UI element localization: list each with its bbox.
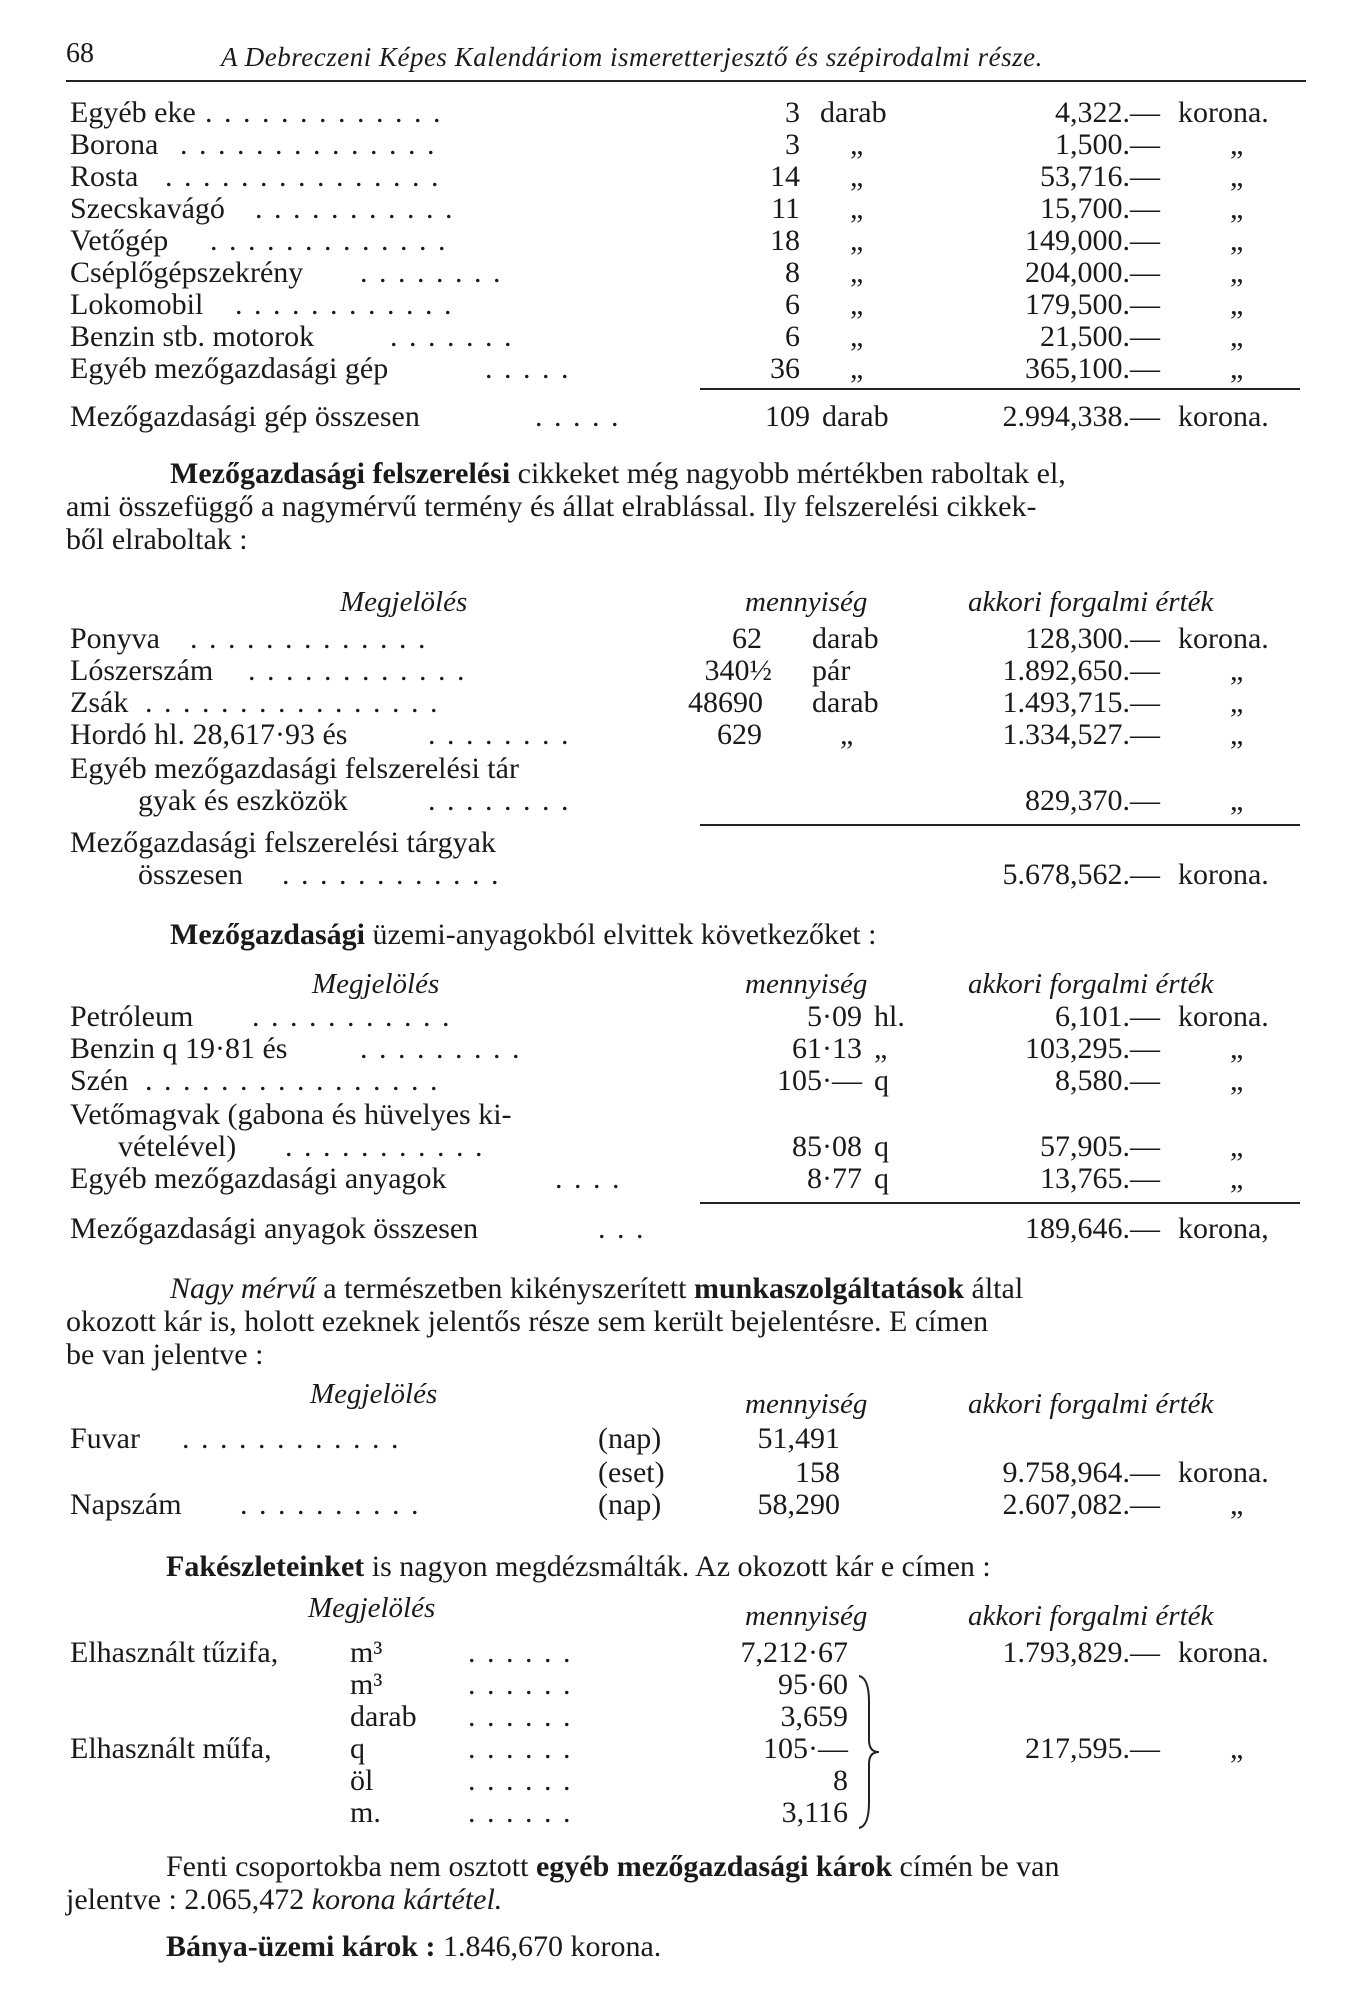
row-value: 15,700.— (1040, 192, 1160, 225)
row-qty: 48690 (688, 686, 763, 719)
table-row (0, 1162, 1350, 1196)
total-row (0, 400, 1350, 434)
intro-line: be van jelentve : (66, 1338, 264, 1371)
table-row (0, 160, 1350, 194)
row-currency: „ (1230, 1732, 1244, 1765)
row-qty: 61·13 (792, 1032, 862, 1065)
col-header-qty: mennyiség (745, 586, 868, 618)
row-value: 2.607,082.— (1002, 1488, 1160, 1521)
intro-line: ami összefüggő a nagymérvű termény és állat elrablással. Ily felszerelési cikkek- (66, 490, 1037, 523)
row-currency: „ (1230, 1064, 1244, 1097)
row-qty: 62 (732, 622, 762, 655)
table-row (0, 718, 1350, 752)
page-header (66, 38, 1306, 78)
row-name: Vetőmagvak (gabona és hüvelyes ki- (70, 1098, 512, 1131)
row-qty: 158 (795, 1456, 840, 1489)
total-name: Mezőgazdasági anyagok összesen (70, 1212, 479, 1245)
row-qty: 7,212·67 (740, 1636, 848, 1669)
row-currency: „ (1230, 224, 1244, 257)
col-header-value: akkori forgalmi érték (968, 1388, 1214, 1420)
leader-dots: . . . . . (485, 352, 571, 385)
row-unit: „ (850, 256, 864, 289)
table-row (0, 686, 1350, 720)
total-value: 5.678,562.— (1002, 858, 1160, 891)
row-value: 53,716.— (1040, 160, 1160, 193)
row-qty: 8·77 (807, 1162, 862, 1195)
row-unit: „ (850, 320, 864, 353)
row-qty: 105·— (777, 1064, 862, 1097)
brace-icon (855, 1672, 885, 1832)
labour-intro (66, 1272, 1306, 1371)
row-currency: „ (1230, 192, 1244, 225)
leader-dots: . . . . . . . . . . . (285, 1130, 485, 1163)
total-name: Mezőgazdasági felszerelési tárgyak (70, 826, 496, 859)
intro-text: a természetben kikényszerített (315, 1272, 694, 1305)
row-name: Zsák (70, 686, 129, 719)
leader-dots: . . . . (555, 1162, 622, 1195)
table-row (0, 1488, 1350, 1522)
total-unit: darab (822, 400, 889, 433)
intro-bold: Mezőgazdasági (170, 918, 365, 951)
row-qty: 58,290 (757, 1488, 840, 1521)
row-qty: 3,116 (781, 1796, 848, 1829)
row-name: Elhasznált műfa, (70, 1732, 272, 1765)
row-value: 217,595.— (1025, 1732, 1160, 1765)
table-row (0, 1064, 1350, 1098)
row-value: 4,322.— (1055, 96, 1160, 129)
table-row (0, 128, 1350, 162)
row-name: Rosta (70, 160, 139, 193)
col-header-name: Megjelölés (340, 586, 468, 618)
row-unit: q (874, 1162, 889, 1195)
row-value: 149,000.— (1025, 224, 1160, 257)
row-currency: „ (1230, 352, 1244, 385)
total-rule (700, 1202, 1300, 1204)
row-qty: 6 (785, 320, 800, 353)
row-currency: korona. (1178, 1456, 1269, 1489)
row-currency: korona. (1178, 622, 1269, 655)
total-row (0, 858, 1350, 892)
row-qty: 3 (785, 96, 800, 129)
page-number: 68 (66, 38, 94, 69)
leader-dots: . . . . . . . . . . . . . (210, 224, 448, 257)
table-row (0, 256, 1350, 290)
closing-bold: egyéb mezőgazdasági károk (535, 1850, 893, 1883)
row-name: Elhasznált tűzifa, (70, 1636, 279, 1669)
table-row (0, 1764, 1350, 1798)
total-value: 2.994,338.— (1002, 400, 1160, 433)
leader-dots: . . . . . . . . . . . (252, 1000, 452, 1033)
row-unit: (eset) (598, 1456, 665, 1489)
leader-dots: . . . . . . . . . . . . . . (180, 128, 437, 161)
row-value: 8,580.— (1055, 1064, 1160, 1097)
row-currency: korona. (1178, 96, 1269, 129)
row-value: 6,101.— (1055, 1000, 1160, 1033)
row-value: 829,370.— (1025, 784, 1160, 817)
row-qty: 8 (785, 256, 800, 289)
row-qty: 340½ (704, 654, 772, 687)
row-currency: „ (1230, 784, 1244, 817)
row-unit: „ (850, 192, 864, 225)
total-row (0, 1212, 1350, 1246)
row-qty: 14 (770, 160, 800, 193)
row-currency: „ (1230, 718, 1244, 751)
intro-text: üzemi-anyagokból elvittek következőket : (364, 918, 877, 951)
row-value: 21,500.— (1040, 320, 1160, 353)
row-unit: öl (350, 1764, 374, 1797)
row-unit: m³ (350, 1668, 383, 1701)
row-value: 1,500.— (1055, 128, 1160, 161)
timber-intro (66, 1550, 1306, 1583)
row-value: 13,765.— (1040, 1162, 1160, 1195)
row-currency: „ (1230, 686, 1244, 719)
leader-dots: . . . . . . . (390, 320, 514, 353)
table-row (0, 96, 1350, 130)
leader-dots: . . . . . . . . . . . . . (190, 622, 428, 655)
row-value: 1.334,527.— (1002, 718, 1160, 751)
row-qty: 95·60 (778, 1668, 848, 1701)
table-row (0, 288, 1350, 322)
leader-dots: . . . . . . . . . . . . . (205, 96, 443, 129)
row-currency: „ (1230, 654, 1244, 687)
row-name: Vetőgép (70, 224, 169, 257)
row-unit: darab (812, 686, 879, 719)
row-name: Benzin q 19·81 és (70, 1032, 288, 1065)
table-row (0, 1032, 1350, 1066)
intro-text: cikkeket még nagyobb mértékben raboltak el, (510, 457, 1066, 490)
row-value: 204,000.— (1025, 256, 1160, 289)
col-header-qty: mennyiség (745, 1388, 868, 1420)
row-value: 57,905.— (1040, 1130, 1160, 1163)
intro-line: okozott kár is, holott ezeknek jelentős része sem került bejelentésre. E címen (66, 1305, 989, 1338)
table-row (0, 622, 1350, 656)
table-row (0, 1668, 1350, 1702)
row-name: Fuvar (70, 1422, 140, 1455)
row-qty: 18 (770, 224, 800, 257)
table-row (0, 654, 1350, 688)
row-unit: „ (874, 1032, 888, 1065)
col-header-value: akkori forgalmi érték (968, 1600, 1214, 1632)
intro-text: is nagyon megdézsmálták. Az okozott kár e címen : (364, 1550, 991, 1583)
row-name-cont: gyak és eszközök (138, 784, 348, 817)
row-qty: 629 (717, 718, 762, 751)
leader-dots: . . . . . . . . (428, 718, 571, 751)
leader-dots: . . . . . . . . . . . . (282, 858, 501, 891)
row-unit: q (874, 1130, 889, 1163)
row-name: Egyéb mezőgazdasági felszerelési tár (70, 752, 519, 785)
leader-dots: . . . . . . . . . . . . (235, 288, 454, 321)
row-currency: „ (1230, 288, 1244, 321)
row-currency: „ (1230, 320, 1244, 353)
leader-dots: . . . . . . (468, 1732, 573, 1765)
row-unit: q (350, 1732, 365, 1765)
leader-dots: . . . (598, 1212, 646, 1245)
leader-dots: . . . . . . . . . . . . (248, 654, 467, 687)
leader-dots: . . . . . . (468, 1700, 573, 1733)
total-rule (700, 388, 1300, 390)
row-currency: „ (1230, 1488, 1244, 1521)
leader-dots: . . . . . . . . . . . . . . . (165, 160, 441, 193)
row-currency: „ (1230, 160, 1244, 193)
table-row (0, 192, 1350, 226)
row-qty: 6 (785, 288, 800, 321)
row-unit: m³ (350, 1636, 383, 1669)
row-value: 9.758,964.— (1002, 1456, 1160, 1489)
row-value: 1.793,829.— (1002, 1636, 1160, 1669)
table-row (0, 1098, 1350, 1132)
table-row (0, 1456, 1350, 1490)
leader-dots: . . . . . . . . . . . . . . . . (145, 1064, 440, 1097)
closing-text-c: jelentve : 2.065,472 (66, 1883, 312, 1916)
table-row (0, 1000, 1350, 1034)
row-currency: korona. (1178, 1000, 1269, 1033)
row-currency: „ (1230, 256, 1244, 289)
row-name: Ponyva (70, 622, 160, 655)
leader-dots: . . . . . . . . . (360, 1032, 522, 1065)
row-currency: „ (1230, 1162, 1244, 1195)
row-value: 103,295.— (1025, 1032, 1160, 1065)
row-name: Egyéb mezőgazdasági anyagok (70, 1162, 447, 1195)
table-row (0, 1636, 1350, 1670)
total-currency: korona. (1178, 400, 1269, 433)
mine-text: 1.846,670 korona. (435, 1930, 662, 1963)
table-row (0, 1796, 1350, 1830)
row-qty: 3,659 (780, 1700, 848, 1733)
col-header-name: Megjelölés (312, 968, 440, 1000)
mine-damage (66, 1930, 1306, 1963)
row-unit: „ (840, 718, 854, 751)
row-value: 179,500.— (1025, 288, 1160, 321)
row-unit: „ (850, 224, 864, 257)
row-qty: 105·— (763, 1732, 848, 1765)
table-row (0, 1732, 1350, 1766)
closing-text-b: címén be van (892, 1850, 1060, 1883)
row-unit: darab (820, 96, 887, 129)
table-row (0, 784, 1350, 818)
leader-dots: . . . . . . . . . . (240, 1488, 421, 1521)
row-unit: „ (850, 160, 864, 193)
total-name-cont: összesen (138, 858, 243, 891)
total-currency: korona, (1178, 1212, 1269, 1245)
table-row (0, 752, 1350, 786)
leader-dots: . . . . . . . . . . . . (182, 1422, 401, 1455)
col-header-qty: mennyiség (745, 1600, 868, 1632)
row-name-cont: vételével) (118, 1130, 237, 1163)
row-name: Szén (70, 1064, 129, 1097)
row-qty: 3 (785, 128, 800, 161)
leader-dots: . . . . . (535, 400, 621, 433)
row-qty: 51,491 (757, 1422, 840, 1455)
intro-bold: Mezőgazdasági felszerelési (170, 457, 511, 490)
table-row (0, 320, 1350, 354)
intro-bold: munkaszolgáltatások (693, 1272, 965, 1305)
row-currency: „ (1230, 1032, 1244, 1065)
table-row (0, 1422, 1350, 1456)
leader-dots: . . . . . . . . . . . (255, 192, 455, 225)
total-currency: korona. (1178, 858, 1269, 891)
row-name: Napszám (70, 1488, 182, 1521)
col-header-qty: mennyiség (745, 968, 868, 1000)
col-header-value: akkori forgalmi érték (968, 968, 1214, 1000)
row-value: 1.493,715.— (1002, 686, 1160, 719)
row-unit: „ (850, 288, 864, 321)
row-qty: 8 (833, 1764, 848, 1797)
row-name: Benzin stb. motorok (70, 320, 315, 353)
row-name: Lokomobil (70, 288, 204, 321)
intro-text: által (964, 1272, 1024, 1305)
header-rule (66, 80, 1306, 82)
col-header-name: Megjelölés (310, 1378, 438, 1410)
row-qty: 11 (771, 192, 800, 225)
row-currency: „ (1230, 128, 1244, 161)
row-unit: (nap) (598, 1422, 662, 1455)
row-name: Egyéb eke (70, 96, 196, 129)
row-value: 365,100.— (1025, 352, 1160, 385)
row-value: 1.892,650.— (1002, 654, 1160, 687)
row-unit: q (874, 1064, 889, 1097)
row-currency: „ (1230, 1130, 1244, 1163)
intro-bold: Fakészleteinket (166, 1550, 365, 1583)
total-value: 189,646.— (1025, 1212, 1160, 1245)
table-row (0, 1700, 1350, 1734)
closing-italic: korona kártétel. (311, 1883, 503, 1916)
table-row (0, 1130, 1350, 1164)
row-name: Cséplőgépszekrény (70, 256, 304, 289)
leader-dots: . . . . . . . . (428, 784, 571, 817)
row-unit: m. (350, 1796, 381, 1829)
row-unit: pár (812, 654, 851, 687)
row-qty: 5·09 (807, 1000, 862, 1033)
leader-dots: . . . . . . . . (360, 256, 503, 289)
closing-text (66, 1850, 1306, 1916)
mine-bold: Bánya-üzemi károk : (166, 1930, 436, 1963)
col-header-name: Megjelölés (308, 1592, 436, 1624)
row-unit: darab (812, 622, 879, 655)
col-header-value: akkori forgalmi érték (968, 586, 1214, 618)
row-currency: korona. (1178, 1636, 1269, 1669)
running-title: A Debreczeni Képes Kalendáriom ismeretterjesztő és szépirodalmi része. (221, 42, 1043, 72)
row-name: Egyéb mezőgazdasági gép (70, 352, 389, 385)
leader-dots: . . . . . . (468, 1636, 573, 1669)
table-row (0, 352, 1350, 386)
row-qty: 85·08 (792, 1130, 862, 1163)
row-name: Borona (70, 128, 159, 161)
row-unit: hl. (874, 1000, 905, 1033)
total-row (0, 826, 1350, 860)
row-unit: darab (350, 1700, 417, 1733)
leader-dots: . . . . . . (468, 1668, 573, 1701)
leader-dots: . . . . . . (468, 1764, 573, 1797)
row-unit: (nap) (598, 1488, 662, 1521)
intro-italic: Nagy mérvű (170, 1272, 316, 1305)
row-unit: „ (850, 352, 864, 385)
row-name: Lószerszám (70, 654, 214, 687)
table-row (0, 224, 1350, 258)
row-qty: 36 (770, 352, 800, 385)
row-name: Szecskavágó (70, 192, 225, 225)
equipment-intro (66, 457, 1306, 556)
row-name: Petróleum (70, 1000, 194, 1033)
row-name: Hordó hl. 28,617·93 és (70, 718, 348, 751)
materials-intro (66, 918, 1306, 951)
total-qty: 109 (765, 400, 810, 433)
total-name: Mezőgazdasági gép összesen (70, 400, 420, 433)
closing-text-a: Fenti csoportokba nem osztott (166, 1850, 536, 1883)
row-unit: „ (850, 128, 864, 161)
leader-dots: . . . . . . (468, 1796, 573, 1829)
intro-line: ből elraboltak : (66, 523, 248, 556)
row-value: 128,300.— (1025, 622, 1160, 655)
leader-dots: . . . . . . . . . . . . . . . . (145, 686, 440, 719)
